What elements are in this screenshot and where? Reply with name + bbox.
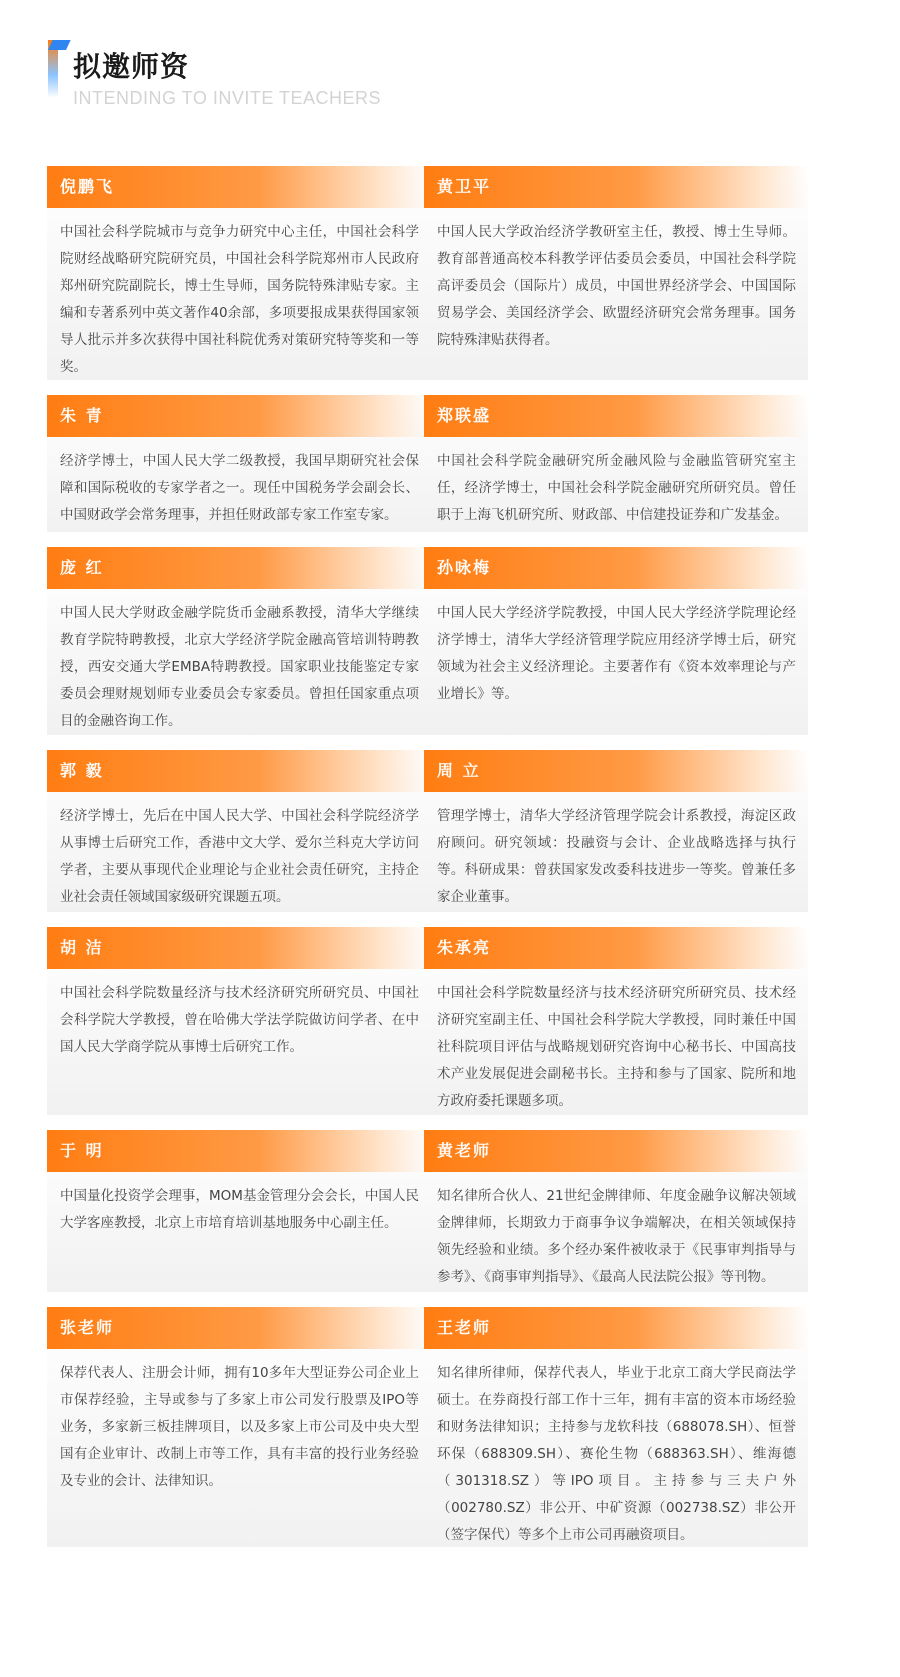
title-accent-cap — [48, 40, 71, 50]
teacher-name: 庞 红 — [47, 547, 431, 589]
teacher-card — [424, 1307, 808, 1547]
teacher-name: 郭 毅 — [47, 750, 431, 792]
teacher-card — [47, 1307, 431, 1547]
teacher-card — [424, 927, 808, 1115]
teacher-name: 胡 洁 — [47, 927, 431, 969]
teacher-desc: 中国社会科学院数量经济与技术经济研究所研究员、技术经济研究室副主任、中国社会科学院大学教授，同时兼任中国社科院项目评估与战略规划研究咨询中心秘书长、中国高技术产业发展促进会副秘书长。主持和参与了国家、院所和地方政府委托课题多项。 — [437, 985, 796, 1109]
teacher-desc: 中国社会科学院数量经济与技术经济研究所研究员、中国社会科学院大学教授，曾在哈佛大学法学院做访问学者、在中国人民大学商学院从事博士后研究工作。 — [60, 985, 419, 1055]
teacher-name: 黄卫平 — [424, 166, 808, 208]
teacher-card — [47, 927, 431, 1115]
teacher-card — [47, 166, 431, 380]
teacher-desc: 保荐代表人、注册会计师，拥有10多年大型证券公司企业上市保荐经验，主导或参与了多家上市公司发行股票及IPO等业务，多家新三板挂牌项目，以及多家上市公司及中央大型国有企业审计、改制上市等工作，具有丰富的投行业务经验及专业的会计、法律知识。 — [60, 1365, 419, 1489]
teacher-card — [424, 166, 808, 380]
teacher-name: 王老师 — [424, 1307, 808, 1349]
teacher-desc: 知名律所合伙人、21世纪金牌律师、年度金融争议解决领域金牌律师，长期致力于商事争议争端解决，在相关领域保持领先经验和业绩。多个经办案件被收录于《民事审判指导与参考》、《商事审判指导》、《最高人民法院公报》等刊物。 — [437, 1188, 796, 1285]
teacher-card — [47, 750, 431, 912]
teacher-name: 周 立 — [424, 750, 808, 792]
section-subtitle: INTENDING TO INVITE TEACHERS — [73, 88, 382, 108]
teacher-name: 黄老师 — [424, 1130, 808, 1172]
teacher-card — [424, 1130, 808, 1292]
section-title: 拟邀师资 — [73, 50, 190, 83]
teacher-card — [424, 750, 808, 912]
teacher-desc: 经济学博士，中国人民大学二级教授，我国早期研究社会保障和国际税收的专家学者之一。现任中国税务学会副会长、中国财政学会常务理事，并担任财政部专家工作室专家。 — [60, 453, 419, 523]
teacher-name: 朱承亮 — [424, 927, 808, 969]
teacher-desc: 管理学博士，清华大学经济管理学院会计系教授，海淀区政府顾问。研究领域：投融资与会计、企业战略选择与执行等。科研成果：曾获国家发改委科技进步一等奖。曾兼任多家企业董事。 — [437, 808, 796, 905]
teacher-desc: 中国社会科学院金融研究所金融风险与金融监管研究室主任，经济学博士，中国社会科学院金融研究所研究员。曾任职于上海飞机研究所、财政部、中信建投证券和广发基金。 — [437, 453, 796, 523]
teacher-name: 张老师 — [47, 1307, 431, 1349]
teacher-card — [47, 547, 431, 735]
teacher-name: 朱 青 — [47, 395, 431, 437]
teacher-desc: 中国人民大学经济学院教授，中国人民大学经济学院理论经济学博士，清华大学经济管理学院应用经济学博士后，研究领域为社会主义经济理论。主要著作有《资本效率理论与产业增长》等。 — [437, 605, 796, 702]
teacher-card — [424, 395, 808, 532]
teacher-name: 郑联盛 — [424, 395, 808, 437]
teacher-card — [47, 395, 431, 532]
teacher-desc: 知名律所律师，保荐代表人，毕业于北京工商大学民商法学硕士。在券商投行部工作十三年，拥有丰富的资本市场经验和财务法律知识；主持参与龙软科技（688078.SH）、恒誉环保（688309.SH）、赛伦生物（688363.SH）、维海德（301318.SZ）等IPO项目。主持参与三夫户外（002780.SZ）非公开、中矿资源（002738.SZ）非公开（签字保代）等多个上市公司再融资项目。 — [437, 1365, 796, 1543]
teacher-desc: 经济学博士，先后在中国人民大学、中国社会科学院经济学从事博士后研究工作，香港中文大学、爱尔兰科克大学访问学者，主要从事现代企业理论与企业社会责任研究，主持企业社会责任领域国家级研究课题五项。 — [60, 808, 419, 905]
teacher-name: 于 明 — [47, 1130, 431, 1172]
teacher-desc: 中国社会科学院城市与竞争力研究中心主任，中国社会科学院财经战略研究院研究员，中国社会科学院郑州市人民政府郑州研究院副院长，博士生导师，国务院特殊津贴专家。主编和专著系列中英文著作40余部，多项要报成果获得国家领导人批示并多次获得中国社科院优秀对策研究特等奖和一等奖。 — [60, 224, 419, 375]
teacher-card — [424, 547, 808, 735]
teacher-name: 孙咏梅 — [424, 547, 808, 589]
teacher-card — [47, 1130, 431, 1292]
teacher-name: 倪鹏飞 — [47, 166, 431, 208]
teacher-desc: 中国量化投资学会理事，MOM基金管理分会会长，中国人民大学客座教授，北京上市培育培训基地服务中心副主任。 — [60, 1188, 419, 1231]
teacher-desc: 中国人民大学财政金融学院货币金融系教授，清华大学继续教育学院特聘教授，北京大学经济学院金融高管培训特聘教授，西安交通大学EMBA特聘教授。国家职业技能鉴定专家委员会理财规划师专业委员会专家委员。曾担任国家重点项目的金融咨询工作。 — [60, 605, 419, 729]
teacher-desc: 中国人民大学政治经济学教研室主任，教授、博士生导师。教育部普通高校本科教学评估委员会委员，中国社会科学院高评委员会（国际片）成员，中国世界经济学会、中国国际贸易学会、美国经济学会、欧盟经济研究会常务理事。国务院特殊津贴获得者。 — [437, 224, 796, 348]
